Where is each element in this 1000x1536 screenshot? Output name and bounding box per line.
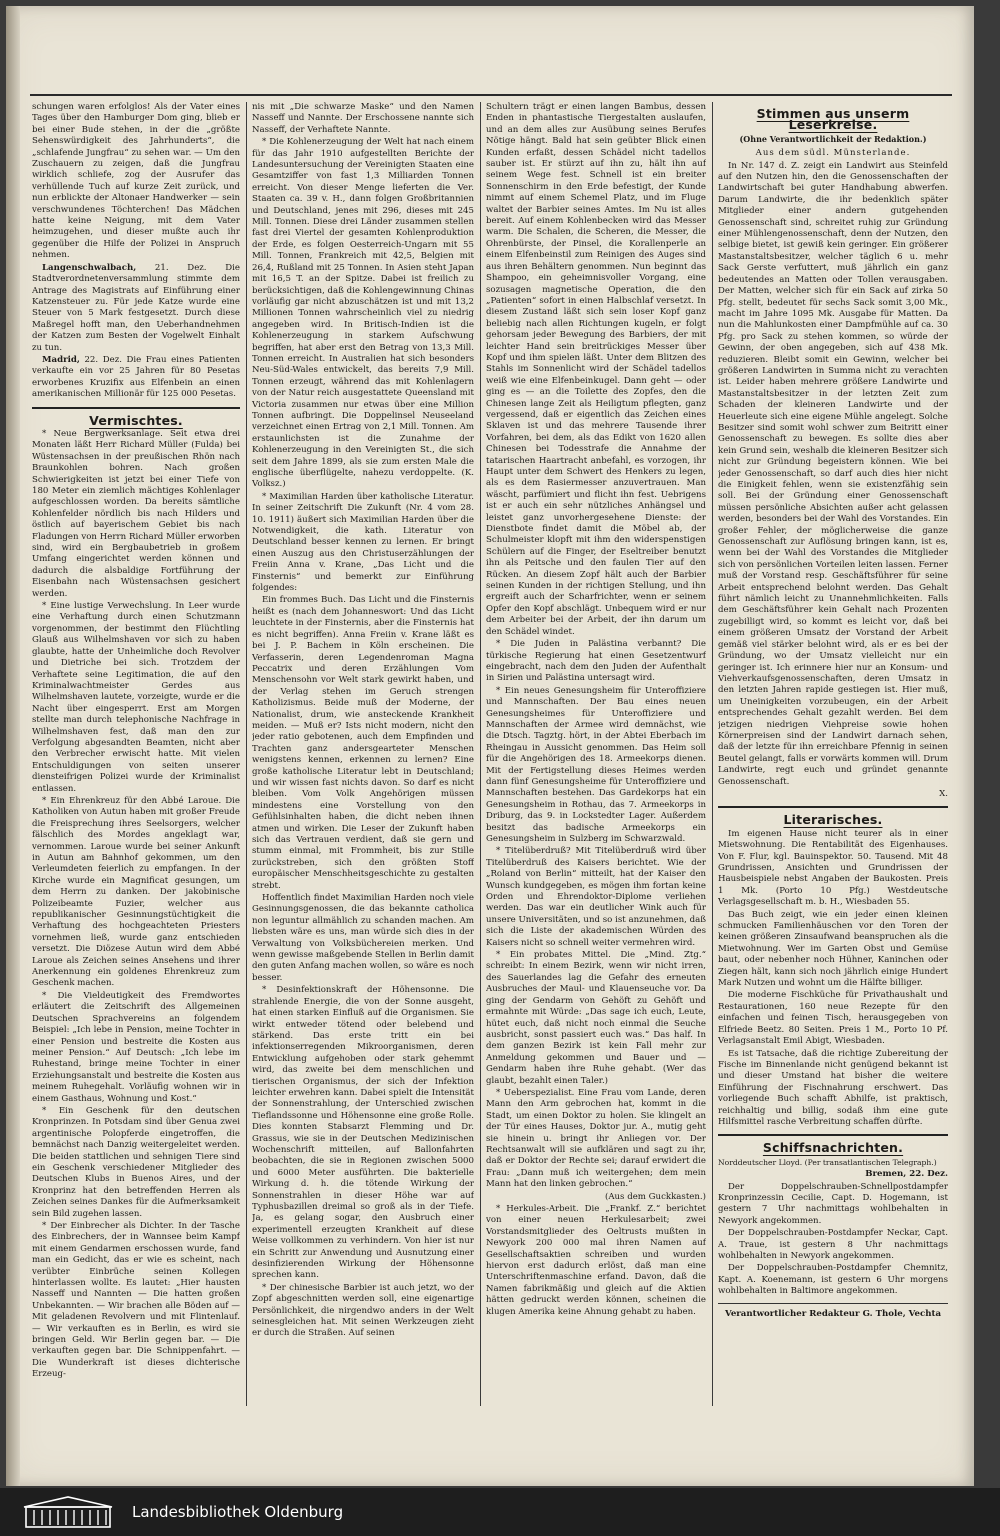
lit-item-eigenhaus: Im eigenen Hause nicht teurer als in einer Mietswohnung. Die Rentabilität des Eigenhauses. Von F. Flur, kgl. Bauinspektor. 50. Tausend. Mit 48 Grundrissen, Ansichten und Grundrissen der Hausbeispiele nebst Angaben der Baukosten. Preis 1 Mk. (Porto 10 Pfg.) Westdeutsche Verlagsgesellschaft m. b. H., Wiesbaden 55. xyxy=(718,828,948,908)
column-3 xyxy=(486,102,706,1406)
column-rule xyxy=(712,102,713,1406)
article-kohlenerzeugung: * Die Kohlenerzeugung der Welt hat nach einem für das Jahr 1910 aufgestellten Berichte der Landesuntersuchung der Vereinigten Staaten eine Gesamtziffer von fast 1,3 Milliarden Tonnen erreicht. Von dieser Menge lieferten die Ver. Staaten ca. 39 v. H., dann folgen Großbritannien und Deutschland, jenes mit 296, dieses mit 245 Mill. Tonnen. Diese drei Länder zusammen stellen fast drei Viertel der gesamten Kohlenproduktion der Erde, es folgen Oesterreich-Ungarn mit 55 Mill. Tonnen, Frankreich mit 42,5, Belgien mit 26,4, Rußland mit 25 Tonnen. In Asien steht Japan mit 16,5 T. an der Spitze. Dabei ist freilich zu berücksichtigen, daß die Kohlengewinnung Chinas vorläufig gar nicht abzuschätzen ist und mit 13,2 Millionen Tonnen wahrscheinlich viel zu niedrig angegeben wird. In Britisch-Indien ist die Kohlenerzeugung in starkem Aufschwung begriffen, hat aber erst den Betrag von 13,3 Mill. Tonnen erreicht. In Australien hat sich besonders Neu-Süd-Wales entwickelt, das bereits 7,9 Mill. Tonnen erzeugt, während das mit Kohlenlagern von der Natur reich ausgestattete Queensland mit Victoria zusammen nur etwas über eine Million Tonnen aufbringt. Die Doppelinsel Neuseeland verzeichnet einen Ertrag von 2,1 Mill. Tonnen. Am erstaunlichsten ist die Zunahme der Kohlenerzeugung in den Vereinigten St., die sich seit dem Jahre 1899, als sie zum ersten Male die englische überflügelte, nahezu verdoppelte. (K. Volksz.) xyxy=(252,137,474,490)
lit-item-fischkueche-review: Es ist Tatsache, daß die richtige Zubereitung der Fische im Binnenlande nicht genügend bekannt ist und dieser Umstand hat bisher die weitere Einführung der Fischnahrung erschwert. Das vorliegende Buch schafft Abhilfe, ist praktisch, reichhaltig und billig, sodaß ihm eine gute Hilfsmittel rasche Verbreitung schaffen dürfte. xyxy=(718,1048,948,1127)
letter-signature: X. xyxy=(939,788,948,799)
article-harden-comment: Hoffentlich findet Maximilian Harden noch viele Gesinnungsgenossen, die das bekannte catholica non leguntur allmählich zu schanden machen. Am liebsten wäre es uns, man würde sich dies in der Verwaltung von Volksbüchereien merken. Und wenn gewisse maßgebende Stellen in Berlin damit den guten Anfang machen wollen, so wäre es noch besser. xyxy=(252,893,474,983)
section-subtitle: (Ohne Verantwortlichkeit der Redaktion.) xyxy=(739,133,927,144)
editor-line: Verantwortlicher Redakteur G. Thole, Vechta xyxy=(724,1308,942,1319)
article-juden-palaestina: * Die Juden in Palästina verbannt? Die türkische Regierung hat einen Gesetzentwurf eingebracht, nach dem den Juden der Aufenthalt in Sirien und Palästina untersagt wird. xyxy=(486,639,706,684)
page-spine xyxy=(6,6,20,1486)
section-rule xyxy=(718,1134,948,1136)
lit-item-eigenhaus-review: Das Buch zeigt, wie ein jeder einen kleinen schmucken Familienhäuschen vor den Toren der keinen größeren Zinsaufwand beanspruchen als die Mietwohnung. Wer im Garten Obst und Gemüse baut, oder nebenher noch Hühner, Kaninchen oder Ziegen hält, kann sich noch jährlich einige Hundert Mark Nutzen und wohnt um die Hälfte billiger. xyxy=(718,909,948,989)
library-building-icon xyxy=(20,1495,116,1529)
newspaper-page xyxy=(6,6,974,1486)
article-harden: * Maximilian Harden über katholische Literatur. In seiner Zeitschrift Die Zukunft (Nr. 4 vom 28. 10. 1911) äußert sich Maximilian Harden über die Notwendigkeit, die kath. Literatur von Deutschland besser kennen zu lernen. Er bringt einen Auszug aus den Christuserzählungen der Freiin Anna v. Krane, „Das Licht und die Finsternis“ und bemerkt zur Einführung folgendes: xyxy=(252,491,474,594)
column-rule xyxy=(246,102,247,1406)
section-title-leserkreise: Stimmen aus unserm Leserkreise. xyxy=(756,106,910,133)
ship-dateline: Bremen, 22. Dez. xyxy=(865,1169,948,1180)
article-barbier: * Der chinesische Barbier ist auch jetzt, wo der Zopf abgeschnitten werden soll, eine eigenartige Persönlichkeit, die nirgendwo anders in der Welt seinesgleichen hat. Mit seinen Werkzeugen zieht er durch die Straßen. Auf seinen xyxy=(252,1282,474,1339)
section-title-vermischtes: Vermischtes. xyxy=(89,412,183,428)
letter-body: In Nr. 147 d. Z. zeigt ein Landwirt aus Steinfeld auf den Nutzen hin, den die Genossenschaften der Landwirtschaft bei guter Handhabung abwerfen. Darum Landwirte, die ihr bedenklich später Mitglieder einer andern gutgehenden Genossenschaft sind, schreitet ruhig zur Gründung einer Mühlengenossenschaft, denn der Nutzen, den selbige bietet, ist gewiß kein geringer. Ein größerer Mastanstaltsbesitzer, welcher täglich 6 u. mehr Sack Gerste verfuttert, muß jährlich ein ganz bedeutendes an Matten oder Tollen verausgaben. Der Matten, welcher sich für ein Sack auf zirka 50 Pfg. stellt, bedeutet für sechs Sack somit 3,00 Mk., macht im Jahre 1095 Mk. Ausgabe für Matten. Da nun die Mahlunkosten einer Dampfmühle auf ca. 30 Pfg. pro Sack zu stehen kommen, so würde der Gewinn, der oben angegeben, sich auf 438 Mk. reduzieren. Bleibt somit ein Gewinn, welcher bei größeren Landwirten in Summa nicht zu verachten ist. Leider haben mehrere größere Landwirte und Mastanstaltsbesitzer in der letzten Zeit zum Schaden der kleineren Landwirte und der Heuerleute sich eine eigene Mühle angelegt. Solche Besitzer sind somit wohl schwer zum Beitritt einer Genossenschaft zu bewegen. Es sollte dies aber kein Grund sein, weshalb die kleineren Besitzer sich nicht zur Gründung begeistern können. Wie bei jeder Genossenschaft, so darf auch dies hier nicht die Einigkeit fehlen, wenn sie existenzfähig sein soll. Bei der Gründung einer Genossenschaft müssen persönliche Absichten außer acht gelassen werden, besonders bei der Wahl des Vorstandes. Ein großer Fehler, der möglicherweise die ganze Genossenschaft zur Auflösung bringen kann, ist es, wenn bei der Wahl des Vorstandes die Mitglieder sich von persönlichen Vorteilen leiten lassen. Ferner muß der Vorstand resp. Geschäftsführer für seine Arbeit entsprechend belohnt werden. Das Gehalt führt nämlich leicht zu Unannehmlichkeiten. Falls dem Geschäftsführer kein Gehalt nach Prozenten zugebilligt wird, so kommt es leicht vor, daß bei einem größeren Umsatz der Vorstand der Arbeit gemäß viel stärker belohnt wird, als er es bei der Gründung, wo der Umsatz vielleicht nur ein geringer ist. Ich erinnere hier nur an Konsum- und Viehverkaufsgenossenschaften, deren Umsatz in den letzten Jahren rapide gestiegen ist. Hier muß, um Uneinigkeiten vorzubeugen, ein der Arbeit entsprechendes Gehalt gezahlt werden. Bei dem jetzigen niedrigen Viehpreise sowie hohen Körnerpreisen sind der Landwirt darnach sehen, daß der letzte für ihn erreichbare Pfennig in seinen Beutel gelangt, falls er vorwärts kommen will. Drum Landwirte, regt euch und gründet genannte Genossenschaft. xyxy=(718,160,948,787)
section-title-literarisches: Literarisches. xyxy=(783,812,883,828)
article-bergwerk: * Neue Bergwerksanlage. Seit etwa drei Monaten läßt Herr Richard Müller (Fulda) bei Wüstensachsen in der preußischen Rhön nach Braunkohlen bohren. Nach großen Schwierigkeiten ist jetzt bei einer Tiefe von 180 Meter ein ziemlich mächtiges Kohlenlager aufgeschlossen worden. Da bereits sämtliche Kohlenfelder nördlich bis nach Hilders und östlich auf bayerischem Gebiet bis nach Fladungen von Herrn Richard Müller erworben sind, wird ein Bergbaubetrieb in großem Umfang eingerichtet werden können und dadurch die alsbaldige Fortführung der Eisenbahn nach Wüstensachsen gesichert werden. xyxy=(32,428,240,599)
article-probates-mittel: * Ein probates Mittel. Die „Mind. Ztg.“ schreibt: In einem Bezirk, wenn wir nicht irren, des Sauerlandes lag die Gefahr des erneuten Ausbruches der Maul- und Klauenseuche vor. Da ging der Gendarm von Gehöft zu Gehöft und ermahnte mit Würde: „Das sage ich euch, Leute, hütet euch, daß nicht noch einmal die Seuche ausbricht, sonst passiert euch was.“ Das half. In dem ganzen Bezirk ist kein Fall mehr zur Anmeldung gekommen und Bauer und — Gendarm haben ihre Ruhe gehabt. (Wer das glaubt, bezahlt einen Taler.) xyxy=(486,950,706,1086)
section-rule xyxy=(718,806,948,808)
library-name: Landesbibliothek Oldenburg xyxy=(132,1503,344,1521)
column-2 xyxy=(252,102,474,1406)
column-1 xyxy=(32,102,240,1406)
section-rule xyxy=(32,407,240,409)
ship-source: Norddeutscher Lloyd. (Per transatlantischen Telegraph.) xyxy=(718,1157,937,1167)
letter-place: Aus dem südl. Münsterlande. xyxy=(755,148,911,159)
article-herkules: * Herkules-Arbeit. Die „Frankf. Z.“ berichtet von einer neuen Herkulesarbeit; zwei Vorstandsmitglieder des Oeltrusts mußten in Newyork 200 000 mal ihren Namen auf Gesellschaftsaktien schreiben und wurden hiervon erst dadurch erlöst, daß man eine Unterschriftenmaschine erfand. Davon, daß die Namen fabrikmäßig und gleich auf die Aktien hätten gedruckt werden können, scheinen die klugen Amerika keine Ahnung gehabt zu haben. xyxy=(486,1204,706,1317)
section-title-schiffsnachrichten: Schiffsnachrichten. xyxy=(762,1140,904,1156)
article-kronprinz: * Ein Geschenk für den deutschen Kronprinzen. In Potsdam sind über Genua zwei argentinische Polopferde eingetroffen, die bemnächst nach Danzig weitergeleitet werden. Die beiden stattlichen und sehnigen Tiere sind ein Geschenk verschiedener Mitglieder des Deutschen Klubs in Buenos Aires, und der Kronprinz hat den betreffenden Herren als Zeichen seines Dankes für die Aufmerksamkeit sein Bild zugehen lassen. xyxy=(32,1105,240,1219)
article-hamburg: schungen waren erfolglos! Als der Vater eines Tages über den Hamburger Dom ging, blieb er bei einer Bude stehen, in der die „größte Sehenswürdigkeit des Jahrhunderts“, die „schlafende Jungfrau“ zu sehen war. — Um den Zuschauern zu zeigen, daß die Jungfrau wirklich schliefe, zog der Ausrufer das verhüllende Tuch auf kurze Zeit zurück, und nun erblickte der Altonaer Handwerker — sein verschwundenes Töchterchen! Das Mädchen hatte keine Neigung, mit dem Vater heimzugehen, und dieser mußte auch ihr gegenüber die Hilfe der Polizei in Anspruch nehmen. xyxy=(32,102,240,261)
dateline: Langenschwalbach, xyxy=(42,262,137,273)
article-genesungsheim: * Ein neues Genesungsheim für Unteroffiziere und Mannschaften. Der Bau eines neuen Genesungsheimes für Unteroffiziere und Mannschaften der Armee wird demnächst, wie die Dtsch. Tagztg. hört, in der Abtei Eberbach im Rheingau in Aussicht genommen. Das Heim soll für die Angehörigen des 18. Armeekorps dienen. Mit der Fertigstellung dieses Heimes werden dann fünf Genesungsheime für Unteroffiziere und Mannschaften bestehen. Das Gardekorps hat ein Genesungsheim in Rothau, das 7. Armeekorps in Driburg, das 9. in Lockstedter Lager. Außerdem besitzt das badische Armeekorps ein Genesungsheim in Sulzberg im Schwarzwald. xyxy=(486,685,706,844)
article-verwechslung: * Eine lustige Verwechslung. In Leer wurde eine Verhaftung durch einen Schutzmann vorgenommen, der bestimmt den Flüchtling Glauß aus Wilhelmshaven vor sich zu haben glaubte, hatte der Unheimliche doch Revolver und Dietriche bei sich. Trotzdem der Verhaftete seine Legitimation, die auf den Kriminalwachtmeister Gerdes aus Wilhelmshaven lautete, vorzeigte, wurde er die Nacht über eingesperrt. Erst am Morgen stellte man durch telephonische Nachfrage in Wilhelmshaven fest, daß man den zur Verfolgung abgesandten Beamten, nicht aber den Verbrecher erwischt hatte. Mit vielen Entschuldigungen von seiten unserer diensteifrigen Polizei wurde der Kriminalist entlassen. xyxy=(32,601,240,794)
article-einbrecher: * Der Einbrecher als Dichter. In der Tasche des Einbrechers, der in Wannsee beim Kampf mit einem Gendarmen erschossen wurde, fand man ein Gedicht, das er wie es scheint, nach verübter Einbrüche seinen Kollegen hinterlassen wollte. Es lautet: „Hier hausten Nasseff und Nannten — Die hatten großen Unbekannten. — Wir brachen alle Böden auf — Mit geladenen Revolvern und mit Flintenlauf. — Wir verkauften es in Berlin, es wird sie bringen Geld. Wir Berlin gegen bar. — Die verkauften gegen bar. Die Schnippenfahrt. — Die Wunderkraft ist dieses dichterische Erzeug- xyxy=(32,1221,240,1380)
article-hoehensonne: * Desinfektionskraft der Höhensonne. Die strahlende Energie, die von der Sonne ausgeht, hat einen starken Einfluß auf die Organismen. Sie wirkt entweder tötend oder belebend und stärkend. Das erste tritt ein bei infektionserregenden Mikroorganismen, deren Entwicklung aufgehoben oder stark gehemmt wird, das zweite bei dem menschlichen und tierischen Organismus, der sich der Infektion leichter erwehren kann. Dabei spielt die Intensität der Sonnenstrahlung, der Unterschied zwischen Tieflandssonne und Höhensonne eine große Rolle. Dies konnten Stabsarzt Flemming und Dr. Grassus, wie sie in der Deutschen Medizinischen Wochenschrift mitteilen, auf Ballonfahrten beobachten, die sie in Regionen zwischen 5000 und 6000 Meter ausführten. Die bakterielle Wirkung d. h. die tötende Wirkung der Sonnenstrahlen in dieser Höhe war auf Typhusbazillen dreimal so groß als in der Tiefe. Ja, es gelang sogar, den Ausbruch einer experimentell erzeugten Krankheit auf diese Weise vollkommen zu verhindern. Von hier ist nur ein Schritt zur Anwendung und Ausnutzung einer desinfizierenden Wirkung der Höhensonne sprechen kann. xyxy=(252,985,474,1281)
article-ueberspezialist: * Ueberspezialist. Eine Frau vom Lande, deren Mann den Arm gebrochen hat, kommt in die Stadt, um einen Doktor zu holen. Sie klingelt an der Tür eines Hauses, Doktor jur. A., mutig geht sie hinein u. bringt ihr Anliegen vor. Der Rechtsanwalt will sie aufklären und sagt zu ihr, daß er Doktor der Rechte sei; darauf erwidert die Frau: „Dann muß ich weitergehen; dem mein Mann hat den linken gebrochen.“ xyxy=(486,1087,706,1190)
dateline: Madrid, xyxy=(42,354,80,365)
library-footer xyxy=(0,1488,1000,1536)
ship-item-chemnitz: Der Doppelschrauben-Postdampfer Chemnitz, Kapt. A. Koenemann, ist gestern 6 Uhr morgens wohlbehalten in Baltimore angekommen. xyxy=(718,1263,948,1297)
article-titelueberdruss: * Titelüberdruß? Mit Titelüberdruß wird über Titelüberdruß des Kaisers berichtet. Wie der „Roland von Berlin“ mitteilt, hat der Kaiser den Wunsch kundgegeben, es mögen ihm fortan keine Orden und Ehrendoktor-Diplome verliehen werden. Das war ein deutlicher Wink auch für unsere Universitäten, und so ist anzunehmen, daß sich die Liste der akademischen Würden des Kaisers nicht so schnell weiter vermehren wird. xyxy=(486,846,706,948)
ship-item-cecilie: Der Doppelschrauben-Schnellpostdampfer Kronprinzessin Cecilie, Capt. D. Hogemann, ist gestern 7 Uhr nachmittags wohlbehalten in Newyork angekommen. xyxy=(718,1181,948,1226)
article-ehrenkreuz: * Ein Ehrenkreuz für den Abbé Laroue. Die Katholiken von Autun haben mit großer Freude die Freisprechung ihres Seelsorgers, welcher fälschlich des Mordes angeklagt war, vernommen. Laroue wurde bei seiner Ankunft in Autun am Bahnhof gekommen, um den Verleumdeten feierlich zu empfangen. In der Kirche wurde ein Magnificat gesungen, um dem Herrn zu danken. Der jakobinische Polizeibeamte Fuzier, welcher aus republikanischer Gesinnungstüchtigkeit die Verhaftung des hochgeachteten Priesters vornehmen ließ, wurde ganz entschieden versetzt. Die Diözese Autun wird dem Abbé Laroue als Zeichen seines Ansehens und ihrer Anerkennung ein goldenes Ehrenkreuz zum Geschenk machen. xyxy=(32,795,240,989)
lit-item-fischkueche: Die moderne Fischküche für Privathaushalt und Restaurationen, 160 neue Rezepte für den einfachen und feinen Tisch, herausgegeben von Elfriede Beetz. 80 Seiten. Preis 1 M., Porto 10 Pf. Verlagsanstalt Emil Abigt, Wiesbaden. xyxy=(718,990,948,1047)
article-fremdwort: * Die Vieldeutigkeit des Fremdwortes erläutert die Zeitschrift des Allgemeinen Deutschen Sprachvereins an folgendem Beispiel: „Ich lebe in Pension, meine Tochter in einer Pension und bestreite die Kosten aus meiner Pension.“ Auf Deutsch: „Ich lebe im Ruhestand, bringe meine Tochter in einer Erziehungsanstalt und bestreite die Kosten aus meinem Ruhegehalt. Vorläufig wohnen wir in einem Gasthaus, Wohnung und Kost.“ xyxy=(32,990,240,1104)
article-einbrecher-cont: nis mit „Die schwarze Maske“ und den Namen Nasseff und Nannte. Der Erschossene nannte sich Nasseff, der Verhaftete Nannte. xyxy=(252,102,474,135)
column-4 xyxy=(718,102,948,1406)
ship-item-neckar: Der Doppelschrauben-Postdampfer Neckar, Capt. A. Traue, ist gestern 8 Uhr nachmittags wohlbehalten in Newyork angekommen. xyxy=(718,1228,948,1261)
section-rule xyxy=(718,1303,948,1304)
column-rule xyxy=(480,102,481,1406)
article-harden-quote: Ein frommes Buch. Das Licht und die Finsternis heißt es (nach dem Johanneswort: Und das Licht leuchtete in der Finsternis, aber die Finsternis hat es nicht begriffen). Anna Freiin v. Krane läßt es bei J. P. Bachem in Köln erscheinen. Die Verfasserin, deren Legendenroman Magna Peccatrix und deren Erzählungen Vom Menschensohn vor Welt stark gewirkt haben, und der Verlag stehen im Geruch strengen Katholizismus. Beide muß der Moderne, der Nationalist, drum, wie ansteckende Krankheit meiden. — Muß er? Ists nicht modern, nicht den jeder ratio gebotenen, auch dem Empfinden und Trachten ganz andersgearteter Menschen wenigstens kennen, erkennen zu lernen? Eine große katholische Literatur lebt in Deutschland; und wir wissen fast nichts davon. So darf es nicht bleiben. Vom Volk Angehörigen müssen mindestens eine Vorstellung von den Gefühlsinhalten haben, die dicht neben ihnen atmen und wirken. Die Leser der Zukunft haben sich das Vertrauen verdient, daß sie gern und stumm einmal, mit Frommheit, bis zur Stille zurückstreben, sich den größten Stoff europäischer Menschheitsgeschichte zu gestalten strebt. xyxy=(252,595,474,891)
article-source: (Aus dem Guckkasten.) xyxy=(604,1191,706,1202)
top-rule xyxy=(30,94,952,96)
article-madrid: Madrid, 22. Dez. Die Frau eines Patienten verkaufte ein vor 25 Jahren für 80 Pesetas erworbenes Kruzifix aus Elfenbein an einen amerikanischen Millionär für 125 000 Pesetas. xyxy=(32,354,240,400)
article-barbier-cont: Schultern trägt er einen langen Bambus, dessen Enden in phantastische Tiergestalten auslaufen, und an dem alles zur Ausübung seines Berufes Nötige hängt. Bald hat sein geübter Blick einen Kunden erfaßt, dessen Schädel nicht tadellos sauber ist. Er stürzt auf ihn zu, hält ihn auf seinem Wege fest. Schnell ist ein breiter Sonnenschirm in den Erde befestigt, der Kunde nimmt auf einem Schemel Platz, und im Fluge waltet der Barbier seines Amtes. Im Nu ist alles bereit. Auf einem Kohlenbecken wird das Messer warm. Die Schalen, die Scheren, die Messer, die Ohrenbürste, der Pinsel, die Korallenperle an einem Elfenbeinstil zum Reinigen des Auges sind aus ihren Behältern genommen. Nun beginnt das Shampoo, ein geheimnisvoller Vorgang, eine sozusagen magnetische Operation, die den „Patienten“ sofort in einen Halbschlaf versetzt. In diesem Zustand läßt sich sein loser Kopf ganz beliebig nach allen Richtungen kugeln, er folgt gehorsam jeder Bewegung des Barbiers, der mit leichter Hand sein breitrückiges Messer über Kopf und ihm spielen läßt. Unter dem Blitzen des Stahls im Sonnenlicht wird der Schädel tadellos weiß wie eine Elfenbeinkugel. Dann geht — oder ging es — an die Toilette des Zopfes, den die Chinesen lange Zeit als Heiligtum pflegten, ganz vergessend, daß er eigentlich das Zeichen eines Sklaven ist und das mehrere Tausende ihrer Vorfahren, bei dem, als das Edikt von 1620 allen Chinesen bei Todesstrafe die Annahme der tatarischen Haartracht anbefahl, es vorzogen, ihr Haupt unter dem Schwert des Henkers zu legen, als es dem Rasiermesser anzuvertrauen. Man wäscht, parfümiert und flicht ihn fest. Uebrigens ist er auch ein sehr nützliches Anhängsel und leistet ganz unvorhergesehene Dienste: der Dienstbote findet damit die Möbel ab, der Schulmeister klopft mit ihm den widerspenstigen Schülern auf die Finger, der Eseltreiber benutzt ihn als Peitsche und den faulen Tier auf den Rücken. An diesem Zopf hält auch der Barbier seinen Kunden in der richtigen Stellung, und ihn ergreift auch der Scharfrichter, wenn er seinem Opfer den Kopf abschlägt. Unbequem wird er nur dem Arbeiter bei der Arbeit, der ihn darum um den Schädel windet. xyxy=(486,102,706,637)
article-langenschwalbach: Langenschwalbach, 21. Dez. Die Stadtverordnetenversammlung stimmte dem Antrage des Magistrats auf Einführung einer Katzensteuer zu. Für jede Katze wurde eine Steuer von 5 Mark festgesetzt. Durch diese Maßregel hofft man, den Ueberhandnehmen der Katzen zum Besten der Vogelwelt Einhalt zu tun. xyxy=(32,262,240,353)
